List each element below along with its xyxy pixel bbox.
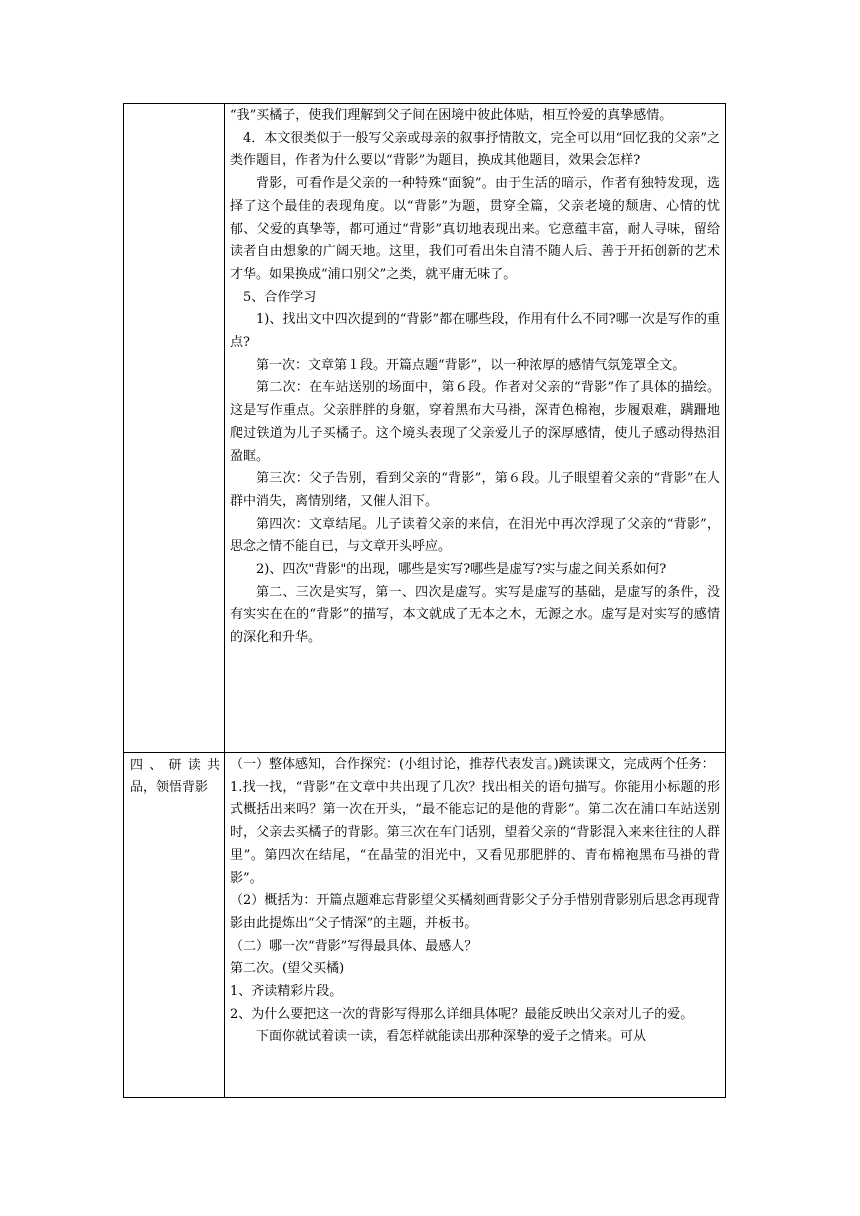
paragraph: 4．本文很类似于一般写父亲或母亲的叙事抒情散文，完全可以用“回忆我的父亲”之类作题目，作者为什么要以“背影”为题目，换成其他题目，效果会怎样? [230, 130, 720, 169]
paragraph: 第二次。(望父买橘) [230, 961, 345, 977]
paragraph: “我”买橘子，使我们理解到父子间在困境中彼此体贴，相互怜爱的真挚感情。 [230, 108, 673, 123]
row-label: 四、研读共品，领悟背影 [130, 758, 220, 795]
row-content-cell [225, 753, 726, 1098]
paragraph: 1、齐读精彩片段。 [230, 984, 343, 1000]
paragraph: （2）概括为：开篇点题难忘背影望父买橘刻画背影父子分手惜别背影别后思念再现背影由此提炼出“父子情深”的主题，并板书。 [230, 893, 720, 931]
row-label [124, 104, 224, 106]
paragraph: 第四次：文章结尾。儿子读着父亲的来信，在泪光中再次浮现了父亲的“背影”，思念之情不能自已，与文章开头呼应。 [230, 516, 720, 555]
row-content-cell [225, 104, 726, 753]
table-row [124, 104, 726, 753]
paragraph: 2)、四次"背影"的出现，哪些是实写?哪些是虚写?实与虚之间关系如何? [256, 562, 667, 578]
row-label-cell [124, 104, 225, 753]
paragraph: 背影，可看作是父亲的一种特殊“面貌”。由于生活的暗示，作者有独特发现，选择了这个最佳的表现角度。以“背影”为题，贯穿全篇，父亲老境的颓唐、心情的忧郁、父爱的真挚等，都可通过“背影”真切地表现出来。它意蕴丰富，耐人寻味，留给读者自由想象的广阔天地。这里，我们可看出朱自清不随人后、善于开拓创新的艺术才华。如果换成“浦口别父”之类，就平庸无味了。 [230, 176, 720, 282]
paragraph: 下面你就试着读一读，看怎样就能读出那种深挚的爱子之情来。可从 [256, 1029, 647, 1045]
paragraph: （二）哪一次“背影”写得最具体、最感人？ [230, 938, 478, 954]
paragraph: 第二、三次是实写，第一、四次是虚写。实写是虚写的基础，是虚写的条件，没有实实在在的“背影”的描写，本文就成了无本之木，无源之水。虚写是对实写的感情的深化和升华。 [230, 584, 720, 646]
lesson-table [123, 103, 726, 1098]
paragraph: 1.找一找，“背影”在文章中共出现了几次？找出相关的语句描写。你能用小标题的形式概括出来吗？第一次在开头，“最不能忘记的是他的背影”。第二次在浦口车站送别时，父亲去买橘子的背影。第三次在车门话别，望着父亲的“背影混入来来往往的人群里”。第四次在结尾，“在晶莹的泪光中，又看见那肥胖的、青布棉袍黑布马褂的背影”。 [230, 779, 720, 886]
paragraph: 1)、找出文中四次提到的“背影”都在哪些段，作用有什么不同?哪一次是写作的重点? [230, 312, 720, 351]
table-row [124, 753, 726, 1098]
row-content [225, 753, 725, 1049]
row-content [225, 104, 725, 650]
paragraph: 第二次：在车站送别的场面中，第６段。作者对父亲的“背影”作了具体的描绘。这是写作重点。父亲胖胖的身躯，穿着黑布大马褂，深青色棉袍，步履艰难，蹒跚地爬过铁道为儿子买橘子。这个境头表现了父亲爱儿子的深厚感情，使儿子感动得热泪盈眶。 [230, 380, 720, 464]
paragraph: 第一次：文章第１段。开篇点题“背影”，以一种浓厚的感情气氛笼罩全文。 [256, 357, 686, 373]
paragraph: 5、合作学习 [243, 289, 317, 305]
row-label-cell [124, 753, 225, 1098]
paragraph: （一）整体感知，合作探究：(小组讨论，推荐代表发言。)跳读课文，完成两个任务： [230, 757, 715, 772]
paragraph: 2、为什么要把这一次的背影写得那么详细具体呢？最能反映出父亲对儿子的爱。 [230, 1006, 694, 1022]
paragraph: 第三次：父子告别，看到父亲的“背影”，第６段。儿子眼望着父亲的“背影”在人群中消失，离情别绪，又催人泪下。 [230, 471, 720, 509]
